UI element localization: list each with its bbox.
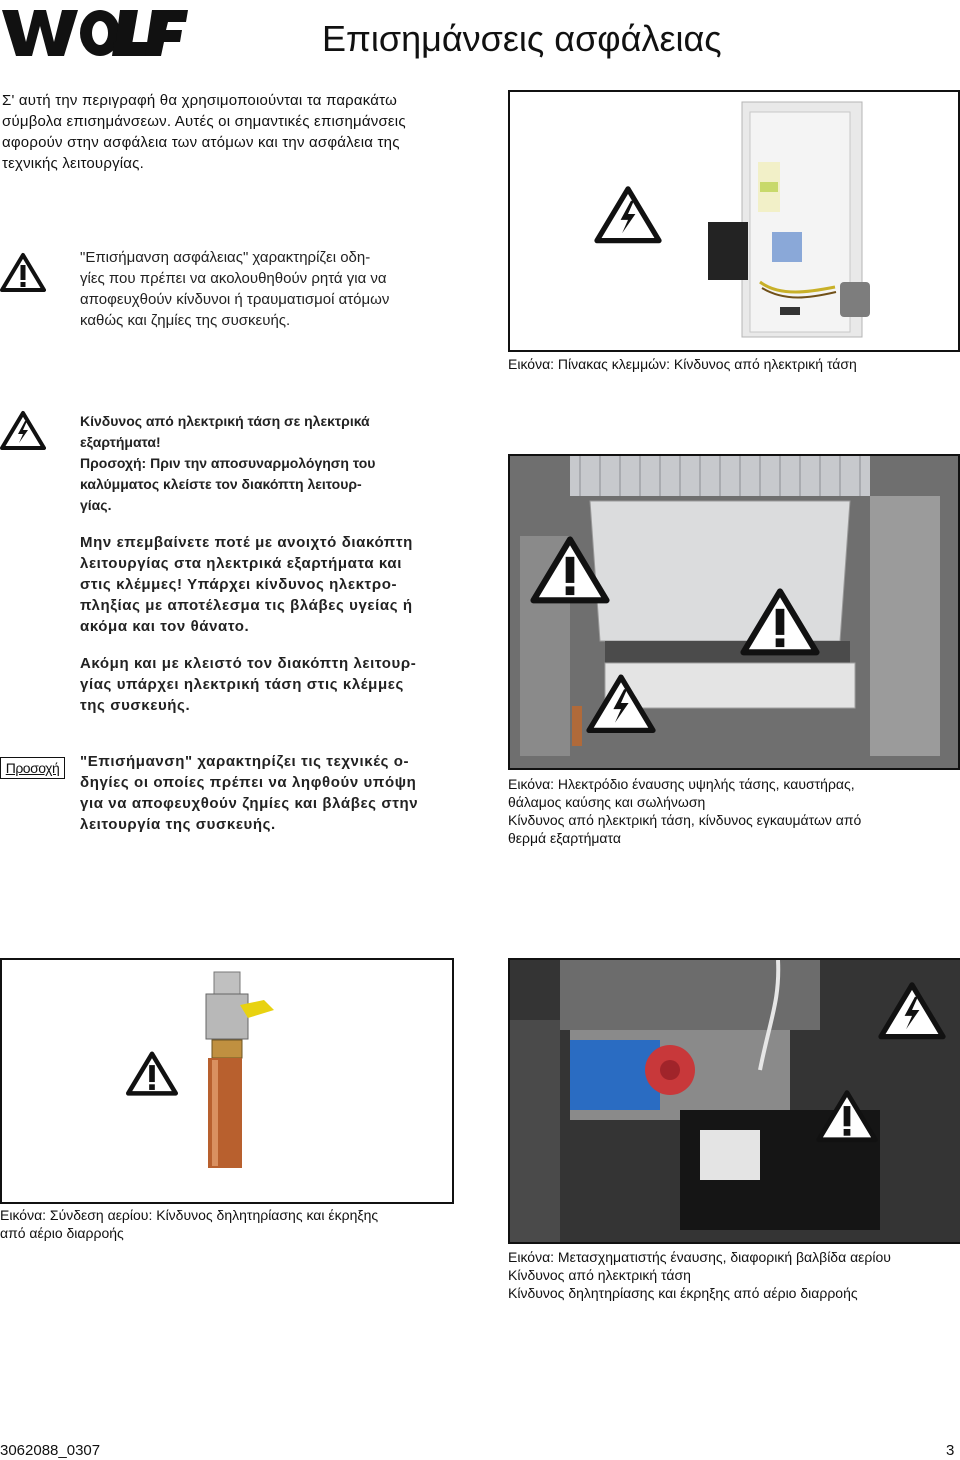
intro-line: τεχνικής λειτουργίας. — [2, 155, 144, 172]
terminal-box-photo — [508, 90, 960, 352]
electric-note-line: καλύμματος κλείστε τον διακόπτη λειτουρ- — [80, 476, 362, 492]
electric-note-line: Κίνδυνος από ηλεκτρική τάση σε ηλεκτρικά — [80, 413, 370, 429]
intro-paragraph — [2, 90, 454, 174]
warning-triangle-icon — [0, 252, 46, 292]
caption-line: Κίνδυνος από ηλεκτρική τάση — [508, 1267, 691, 1283]
document-number: 3062088_0307 — [0, 1442, 101, 1459]
page-number: 3 — [946, 1442, 955, 1459]
safety-note-line: γίες που πρέπει να ακολουθηθούν ρητά για να — [80, 270, 387, 287]
closed-note-line: γίας υπάρχει ηλεκτρική τάση στις κλέμμες — [80, 676, 404, 693]
safety-note-line: αποφευχθούν κίνδυνοι ή τραυματισμοί ατόμων — [80, 291, 390, 308]
never-note — [80, 532, 460, 637]
warning-triangle-icon — [816, 1088, 878, 1143]
caption-line: θερμά εξαρτήματα — [508, 830, 621, 846]
high-voltage-triangle-icon — [586, 672, 656, 734]
intro-line: σύμβολα επισημάνσεων. Αυτές οι σημαντικές επισημάνσεις — [2, 113, 406, 130]
gas-connection-photo — [0, 958, 454, 1204]
closed-note-line: της συσκευής. — [80, 697, 191, 714]
logo-text: WOLF — [2, 8, 5, 9]
high-voltage-triangle-icon — [594, 184, 662, 244]
warning-triangle-icon — [530, 534, 610, 604]
caption-line: Εικόνα: Μετασχηματιστής έναυσης, διαφορική βαλβίδα αερίου — [508, 1249, 891, 1265]
never-note-line: πληξίας με αποτέλεσμα τις βλάβες υγείας ή — [80, 597, 413, 614]
caption-line: Κίνδυνος δηλητηρίασης και έκρηξης από αέριο διαρροής — [508, 1285, 858, 1301]
caption-line: Εικόνα: Πίνακας κλεμμών: Κίνδυνος από ηλεκτρική τάση — [508, 356, 857, 372]
closed-note — [80, 653, 470, 716]
electric-note-line: γίας. — [80, 497, 112, 513]
page-title: Επισημάνσεις ασφάλειας — [322, 18, 722, 59]
burner-caption — [508, 775, 861, 847]
electric-note-line: Προσοχή: Πριν την αποσυναρμολόγηση του — [80, 455, 376, 471]
closed-note-line: Ακόμη και με κλειστό τον διακόπτη λειτουρ- — [80, 655, 417, 672]
never-note-line: ακόμα και τον θάνατο. — [80, 618, 250, 635]
caution-note — [80, 751, 470, 835]
high-voltage-triangle-icon — [0, 410, 46, 450]
caution-label: Προσοχή — [0, 757, 65, 779]
burner-chamber-photo — [508, 454, 960, 770]
caution-note-line: λειτουργία της συσκευής. — [80, 816, 276, 833]
gas-caption — [0, 1206, 378, 1242]
caution-note-line: για να αποφευχθούν ζημίες και βλάβες στην — [80, 795, 419, 812]
never-note-line: στις κλέμμες! Υπάρχει κίνδυνος ηλεκτρο- — [80, 576, 398, 593]
wolf-logo — [2, 8, 188, 58]
never-note-line: Μην επεμβαίνετε ποτέ με ανοιχτό διακόπτη — [80, 534, 413, 551]
caption-line: Εικόνα: Σύνδεση αερίου: Κίνδυνος δηλητηρίασης και έκρηξης — [0, 1207, 379, 1223]
safety-note-line: "Επισήμανση ασφάλειας" χαρακτηρίζει οδη- — [80, 249, 371, 266]
safety-note — [80, 247, 460, 331]
warning-triangle-icon — [126, 1050, 178, 1096]
electric-note — [80, 411, 460, 516]
terminal-caption — [508, 355, 857, 373]
caution-note-line: "Επισήμανση" χαρακτηρίζει τις τεχνικές ο- — [80, 753, 410, 770]
warning-triangle-icon — [740, 586, 820, 656]
caution-note-line: δηγίες οι οποίες πρέπει να ληφθούν υπόψη — [80, 774, 417, 791]
caption-line: από αέριο διαρροής — [0, 1225, 124, 1241]
intro-line: αφορούν στην ασφάλεια των ατόμων και την ασφάλεια της — [2, 134, 400, 151]
ignition-transformer-photo — [508, 958, 960, 1244]
intro-line: Σ' αυτή την περιγραφή θα χρησιμοποιούνται τα παρακάτω — [2, 92, 398, 109]
caption-line: Εικόνα: Ηλεκτρόδιο έναυσης υψηλής τάσης, καυστήρας, — [508, 776, 855, 792]
caption-line: Κίνδυνος από ηλεκτρική τάση, κίνδυνος εγκαυμάτων από — [508, 812, 862, 828]
electric-note-line: εξαρτήματα! — [80, 434, 161, 450]
transformer-caption — [508, 1248, 891, 1302]
never-note-line: λειτουργίας στα ηλεκτρικά εξαρτήματα και — [80, 555, 402, 572]
high-voltage-triangle-icon — [878, 980, 946, 1040]
caption-line: θάλαμος καύσης και σωλήνωση — [508, 794, 706, 810]
safety-note-line: καθώς και ζημίες της συσκευής. — [80, 312, 291, 329]
